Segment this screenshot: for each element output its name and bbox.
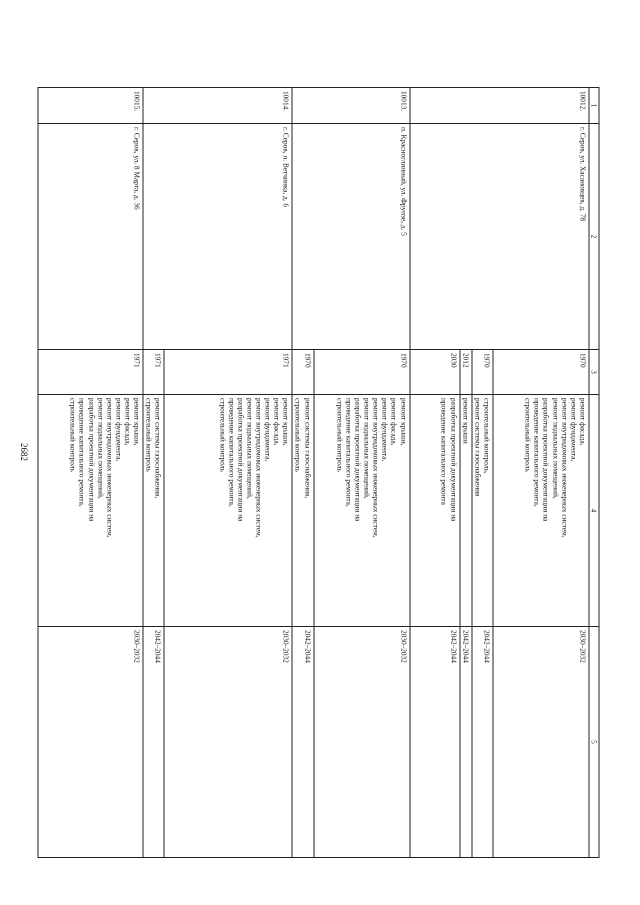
work-term: 2030–2032 [493, 627, 589, 858]
work-item: ремонт фундамента, [569, 398, 579, 462]
work-term: 2030–2032 [38, 627, 143, 858]
work-item: ремонт внутридомовых инженерных систем, [371, 398, 381, 538]
work-year: 1971 [143, 350, 164, 395]
work-item: строительный контроль [335, 398, 345, 472]
work-item: проведение капитального ремонта, [532, 398, 542, 507]
header-col-3: 3 [589, 350, 599, 395]
work-term: 2042–2044 [410, 627, 460, 858]
work-item: строительный контроль [293, 398, 303, 472]
work-item: строительный контроль [218, 398, 228, 472]
table-row [38, 88, 143, 858]
work-item: ремонт внутридомовых инженерных систем, [560, 398, 570, 538]
header-col-5: 5 [589, 627, 599, 858]
work-term: 2042–2044 [460, 627, 472, 858]
work-item: разработка проектной документации на [87, 398, 97, 522]
work-list [472, 395, 493, 627]
work-item: ремонт системы газоснабжения, [303, 398, 313, 499]
work-item: ремонт подвальных помещений, [245, 398, 255, 499]
header-col-1: 1 [589, 88, 599, 124]
work-year: 1971 [164, 350, 292, 395]
work-list [38, 395, 143, 627]
work-year: 1970 [292, 350, 313, 395]
entry-number: 10014. [143, 88, 292, 124]
entry-number: 10013. [292, 88, 409, 124]
work-item: строительный контроль [144, 398, 154, 472]
work-term: 2042–2044 [472, 627, 493, 858]
entry-address: г. Серов, п. Ветчинка, д. 6 [143, 124, 292, 350]
work-item: разработка проектной документации на [353, 398, 363, 522]
work-item: проведение капитального ремонта [439, 398, 449, 505]
page-number: 2682 [19, 443, 29, 461]
work-item: ремонт крыши, [132, 398, 142, 446]
entry-address: п. Красноглинный, ул. Фрунзе, д. 5 [292, 124, 409, 350]
work-item: строительный контроль [68, 398, 78, 472]
capital-repair-table [38, 87, 600, 858]
entry-address: г. Серов, ул. Хасановцев, д. 78 [410, 124, 589, 350]
work-term: 2042–2044 [143, 627, 164, 858]
work-item: ремонт фасада, [389, 398, 399, 446]
work-list [164, 395, 292, 627]
work-item: разработка проектной документации на [449, 398, 459, 522]
work-year: 1970 [493, 350, 589, 395]
work-item: ремонт фасада, [272, 398, 282, 446]
work-year: 1971 [38, 350, 143, 395]
work-item: проведение капитального ремонта, [344, 398, 354, 507]
work-list [493, 395, 589, 627]
work-item: проведение капитального ремонта, [227, 398, 237, 507]
work-term: 2030–2032 [314, 627, 410, 858]
work-item: ремонт фундамента, [114, 398, 124, 462]
work-year: 2030 [410, 350, 460, 395]
work-list [460, 395, 472, 627]
entry-address: г. Серов, ул. 8 Марта, д. 36 [38, 124, 143, 350]
work-item: разработка проектной документации на [236, 398, 246, 522]
work-item: строительный контроль [523, 398, 533, 472]
work-item: ремонт крыши, [281, 398, 291, 446]
work-item: разработка проектной документации на [541, 398, 551, 522]
work-item: ремонт крыши, [399, 398, 409, 446]
work-list [143, 395, 164, 627]
work-item: проведение капитального ремонта, [77, 398, 87, 507]
work-list [410, 395, 460, 627]
work-term: 2030–2032 [164, 627, 292, 858]
work-item: ремонт фундамента, [380, 398, 390, 462]
table-row [314, 88, 410, 858]
work-item: ремонт фасада, [123, 398, 133, 446]
entry-number: 10012. [410, 88, 589, 124]
work-item: ремонт подвальных помещений, [96, 398, 106, 499]
table-body [38, 88, 589, 858]
work-item: ремонт фасада, [578, 398, 588, 446]
header-col-4: 4 [589, 395, 599, 627]
header-row [589, 88, 599, 858]
work-item: ремонт внутридомовых инженерных систем, [105, 398, 115, 538]
work-item: ремонт системы газоснабжения [473, 398, 483, 497]
work-year: 1970 [472, 350, 493, 395]
work-item: ремонт внутридомовых инженерных систем, [254, 398, 264, 538]
work-year: 1970 [314, 350, 410, 395]
work-term: 2042–2044 [292, 627, 313, 858]
work-item: ремонт подвальных помещений, [362, 398, 372, 499]
header-col-2: 2 [589, 124, 599, 350]
work-list [314, 395, 410, 627]
work-item: ремонт крыши [461, 398, 471, 444]
table-row [493, 88, 589, 858]
entry-number: 10015. [38, 88, 143, 124]
work-item: ремонт подвальных помещений, [551, 398, 561, 499]
work-item: ремонт фундамента, [263, 398, 273, 462]
rotated-table-container [68, 87, 600, 857]
work-year: 2012 [460, 350, 472, 395]
table-row [164, 88, 292, 858]
work-item: ремонт системы газоснабжения, [153, 398, 163, 499]
work-item: строительный контроль, [482, 398, 492, 474]
work-list [292, 395, 313, 627]
